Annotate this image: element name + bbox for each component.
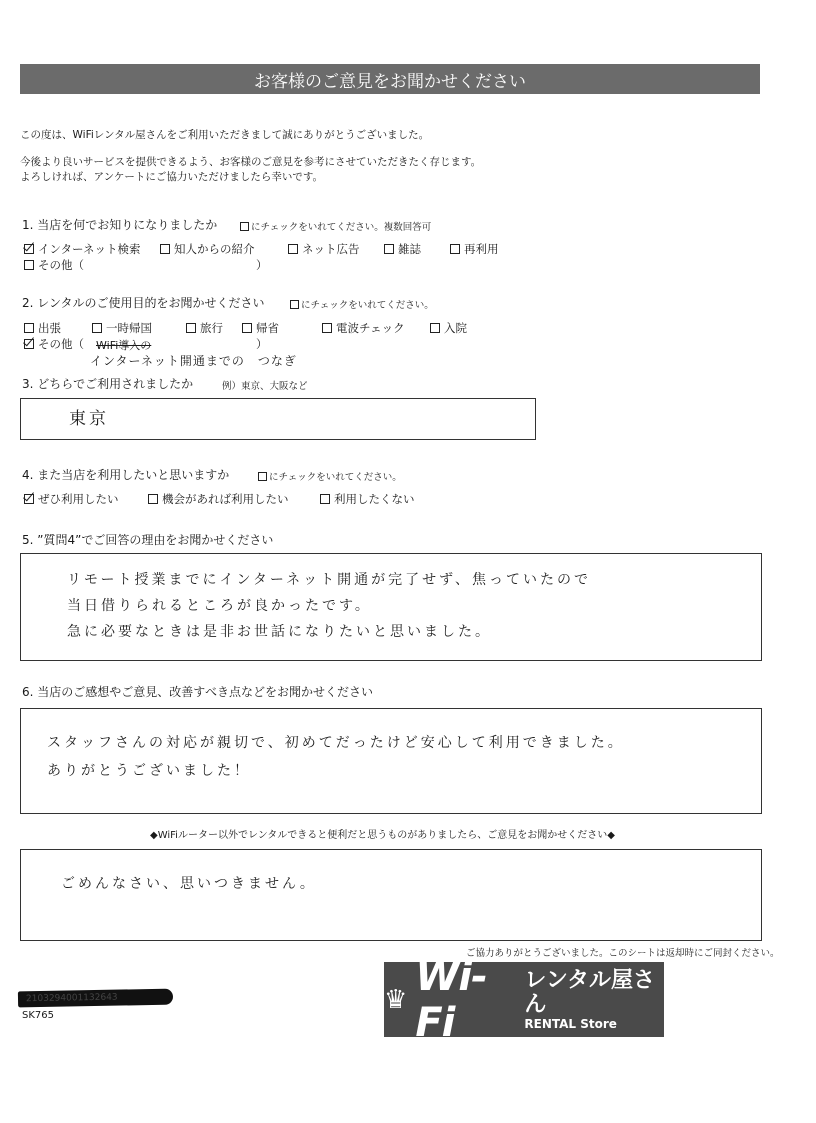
page-title: お客様のご意見をお聞かせください (20, 64, 760, 94)
q5-answer-box[interactable] (20, 553, 762, 661)
checkbox-checked-icon[interactable] (24, 494, 34, 504)
q1-option-net-ad[interactable]: ネット広告 (288, 241, 360, 257)
q2-option-signal-check[interactable]: 電波チェック (322, 320, 405, 336)
q1-option-referral[interactable]: 知人からの紹介 (160, 241, 255, 257)
question-7-label: ◆WiFiルーター以外でレンタルできると便利だと思うものがありましたら、ご意見をお聞かせください◆ (150, 830, 615, 841)
checkbox-icon[interactable] (322, 323, 332, 333)
checkbox-icon[interactable] (186, 323, 196, 333)
q4-option-definitely[interactable]: ぜひ利用したい (24, 491, 119, 507)
q7-answer-line-1: ごめんなさい、思いつきません。 (61, 876, 317, 892)
checkbox-icon[interactable] (160, 244, 170, 254)
q6-answer-line-1: スタッフさんの対応が親切で、初めてだったけど安心して利用できました。 (47, 735, 625, 751)
checkbox-icon[interactable] (92, 323, 102, 333)
question-5-label: 5. ”質問4”でご回答の理由をお聞かせください (22, 533, 274, 547)
q7-answer-box[interactable] (20, 849, 762, 941)
checkbox-checked-icon[interactable] (24, 339, 34, 349)
q2-option-other[interactable]: その他（ (24, 336, 84, 352)
q5-answer-line-3: 急に必要なときは是非お世話になりたいと思いました。 (67, 624, 492, 640)
brand-logo (384, 953, 664, 1046)
q2-option-business-trip[interactable]: 出張 (24, 320, 61, 336)
checkbox-icon[interactable] (148, 494, 158, 504)
intro-line-1: この度は、WiFiレンタル屋さんをご利用いただきまして誠にありがとうございました。 (20, 129, 430, 141)
q2-option-temporary-return[interactable]: 一時帰国 (92, 320, 152, 336)
intro-line-3: よろしければ、アンケートにご協力いただけましたら幸いです。 (20, 171, 324, 183)
q5-answer-line-1: リモート授業までにインターネット開通が完了せず、焦っていたので (67, 572, 592, 588)
question-4-label: 4. また当店を利用したいと思いますか (22, 468, 230, 482)
q4-option-no[interactable]: 利用したくない (320, 491, 415, 507)
q1-other-close-paren: ） (256, 258, 268, 272)
q2-other-close-paren: ） (256, 337, 268, 351)
checkbox-icon[interactable] (242, 323, 252, 333)
q3-answer-text: 東京 (69, 409, 109, 429)
q1-option-magazine[interactable]: 雑誌 (384, 241, 421, 257)
logo-text-group (524, 969, 664, 1031)
q2-other-struck-text: WiFi導入の (96, 339, 152, 352)
question-2-note: にチェックをいれてください。 (290, 297, 434, 311)
q4-option-if-chance[interactable]: 機会があれば利用したい (148, 491, 289, 507)
sheet-code: SK765 (22, 1010, 54, 1021)
checkbox-icon[interactable] (384, 244, 394, 254)
checkbox-checked-icon[interactable] (24, 244, 34, 254)
intro-line-2: 今後より良いサービスを提供できるよう、お客様のご意見を参考にさせていただきたく存じます。 (20, 156, 482, 168)
checkbox-icon (290, 300, 299, 309)
checkbox-icon[interactable] (288, 244, 298, 254)
q1-option-internet-search[interactable]: インターネット検索 (24, 241, 140, 257)
question-1-note: にチェックをいれてください。複数回答可 (240, 219, 431, 233)
q2-other-written-answer: インターネット開通までの つなぎ (90, 354, 297, 368)
q6-answer-box[interactable] (20, 708, 762, 814)
checkbox-icon[interactable] (24, 323, 34, 333)
logo-sub-text: RENTAL Store (524, 1016, 617, 1031)
question-2-label: 2. レンタルのご使用目的をお聞かせください (22, 296, 265, 310)
redacted-barcode: 2103294001132643 (18, 989, 173, 1008)
checkbox-icon[interactable] (450, 244, 460, 254)
q2-option-travel[interactable]: 旅行 (186, 320, 223, 336)
q3-answer-box[interactable] (20, 398, 536, 440)
q2-option-hospital[interactable]: 入院 (430, 320, 467, 336)
question-6-label: 6. 当店のご感想やご意見、改善すべき点などをお聞かせください (22, 685, 374, 699)
q6-answer-line-2: ありがとうございました！ (47, 763, 251, 779)
logo-main-text: レンタル屋さん (524, 967, 655, 1017)
q1-option-reuse[interactable]: 再利用 (450, 241, 499, 257)
checkbox-icon[interactable] (24, 260, 34, 270)
q5-answer-line-2: 当日借りられるところが良かったです。 (67, 598, 372, 614)
question-3-label: 3. どちらでご利用されましたか (22, 377, 194, 391)
question-3-example: 例）東京、大阪など (222, 381, 308, 392)
checkbox-icon (240, 222, 249, 231)
question-4-note: にチェックをいれてください。 (258, 469, 402, 483)
footer-thanks: ご協力ありがとうございました。このシートは返却時にご同封ください。 (466, 948, 780, 959)
q1-option-other[interactable]: その他（ (24, 257, 84, 273)
q2-option-homecoming[interactable]: 帰省 (242, 320, 279, 336)
wifi-logo-mark: Wi-Fi (415, 953, 487, 1046)
checkbox-icon (258, 472, 267, 481)
question-1-label: 1. 当店を何でお知りになりましたか (22, 218, 218, 232)
crown-icon: ♛ (384, 984, 408, 1015)
checkbox-icon[interactable] (320, 494, 330, 504)
checkbox-icon[interactable] (430, 323, 440, 333)
